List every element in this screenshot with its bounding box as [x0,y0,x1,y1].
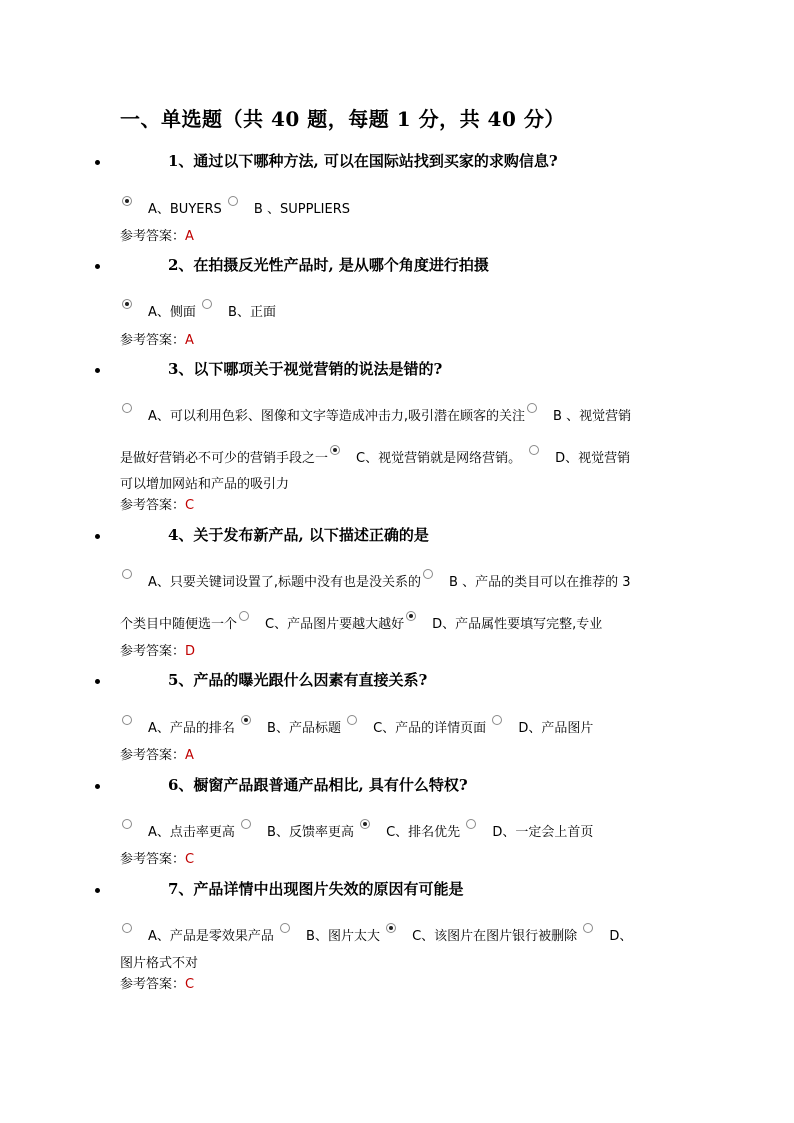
radio-option-a[interactable] [122,403,132,413]
options-line [120,299,276,320]
answer-label: 参考答案： [120,852,186,867]
radio-option-c[interactable] [330,445,340,455]
bullet-icon [95,679,100,684]
option-a-label: A、可以利用色彩、图像和文字等造成冲击力,吸引潜在顾客的关注 [148,409,526,424]
reference-answer [120,848,194,867]
bullet-icon [95,368,100,373]
answer-value: C [185,852,195,867]
option-a-label: A、BUYERS [148,202,222,217]
answer-value: A [185,748,194,763]
radio-option-d[interactable] [492,715,502,725]
radio-option-d[interactable] [466,819,476,829]
option-a-label: A、侧面 [148,305,196,320]
radio-option-a[interactable] [122,196,132,206]
options-line [120,196,350,217]
answer-label: 参考答案： [120,333,186,348]
options-line [120,611,602,632]
radio-option-c[interactable] [239,611,249,621]
option-c-label: C、视觉营销就是网络营销。 [356,451,522,466]
radio-option-c[interactable] [347,715,357,725]
question-title: 7、产品详情中出现图片失效的原因有可能是 [168,880,464,898]
option-b-label: B 、产品的类目可以在推荐的 3 [449,575,631,590]
options-line [120,819,593,840]
answer-label: 参考答案： [120,977,186,992]
bullet-icon [95,784,100,789]
option-d-label: D、视觉营销 [555,451,631,466]
question-title: 2、在拍摄反光性产品时, 是从哪个角度进行拍摄 [168,256,489,274]
reference-answer [120,744,194,763]
radio-option-a[interactable] [122,819,132,829]
radio-option-b[interactable] [241,715,251,725]
answer-label: 参考答案： [120,229,186,244]
option-d-label-cont: 图片格式不对 [120,956,199,971]
option-d-label-cont: 可以增加网站和产品的吸引力 [120,477,290,492]
options-line [120,403,631,424]
question-title: 1、通过以下哪种方法, 可以在国际站找到买家的求购信息? [168,152,558,170]
answer-value: C [185,498,195,513]
option-d-label: D、一定会上首页 [492,825,594,840]
option-c-label: C、该图片在图片银行被删除 [412,929,578,944]
question-title: 6、橱窗产品跟普通产品相比, 具有什么特权? [168,776,468,794]
reference-answer [120,494,194,513]
option-a-label: A、只要关键词设置了,标题中没有也是没关系的 [148,575,422,590]
reference-answer [120,329,194,348]
answer-value: A [185,333,194,348]
radio-option-b[interactable] [280,923,290,933]
options-line [120,569,631,590]
option-b-label: B 、视觉营销 [553,409,632,424]
option-a-label: A、点击率更高 [148,825,235,840]
bullet-icon [95,264,100,269]
option-d-label: D、产品属性要填写完整,专业 [432,617,603,632]
radio-option-c[interactable] [360,819,370,829]
options-line [120,923,632,944]
option-a-label: A、产品是零效果产品 [148,929,274,944]
bullet-icon [95,534,100,539]
option-b-label: B、图片太大 [306,929,380,944]
option-b-label-cont: 是做好营销必不可少的营销手段之一 [120,451,329,466]
radio-option-d[interactable] [529,445,539,455]
question-title: 5、产品的曝光跟什么因素有直接关系? [168,671,428,689]
radio-option-a[interactable] [122,299,132,309]
radio-option-d[interactable] [583,923,593,933]
option-b-label: B、反馈率更高 [267,825,354,840]
options-line [120,445,630,466]
question-title: 3、以下哪项关于视觉营销的说法是错的? [168,360,443,378]
option-d-label: D、 [609,929,633,944]
question-title: 4、关于发布新产品, 以下描述正确的是 [168,526,429,544]
answer-label: 参考答案： [120,748,186,763]
radio-option-d[interactable] [406,611,416,621]
option-c-label: C、排名优先 [386,825,461,840]
reference-answer [120,225,194,244]
radio-option-b[interactable] [202,299,212,309]
answer-label: 参考答案： [120,498,186,513]
bullet-icon [95,888,100,893]
radio-option-a[interactable] [122,715,132,725]
radio-option-c[interactable] [386,923,396,933]
option-d-label: D、产品图片 [518,721,594,736]
radio-option-a[interactable] [122,923,132,933]
options-line [120,952,198,971]
answer-value: C [185,977,195,992]
radio-option-b[interactable] [423,569,433,579]
options-line [120,715,593,736]
answer-label: 参考答案： [120,644,186,659]
option-b-label-cont: 个类目中随便选一个 [120,617,238,632]
option-c-label: C、产品图片要越大越好 [265,617,405,632]
option-a-label: A、产品的排名 [148,721,235,736]
bullet-icon [95,160,100,165]
option-b-label: B、正面 [228,305,276,320]
section-title: 一、单选题（共 40 题，每题 1 分，共 40 分） [120,107,565,131]
radio-option-b[interactable] [527,403,537,413]
radio-option-a[interactable] [122,569,132,579]
answer-value: A [185,229,194,244]
options-line [120,473,289,492]
answer-value: D [185,644,196,659]
radio-option-b[interactable] [228,196,238,206]
reference-answer [120,973,194,992]
option-b-label: B 、SUPPLIERS [253,202,350,217]
reference-answer [120,640,195,659]
radio-option-b[interactable] [241,819,251,829]
option-c-label: C、产品的详情页面 [373,721,487,736]
option-b-label: B、产品标题 [267,721,341,736]
